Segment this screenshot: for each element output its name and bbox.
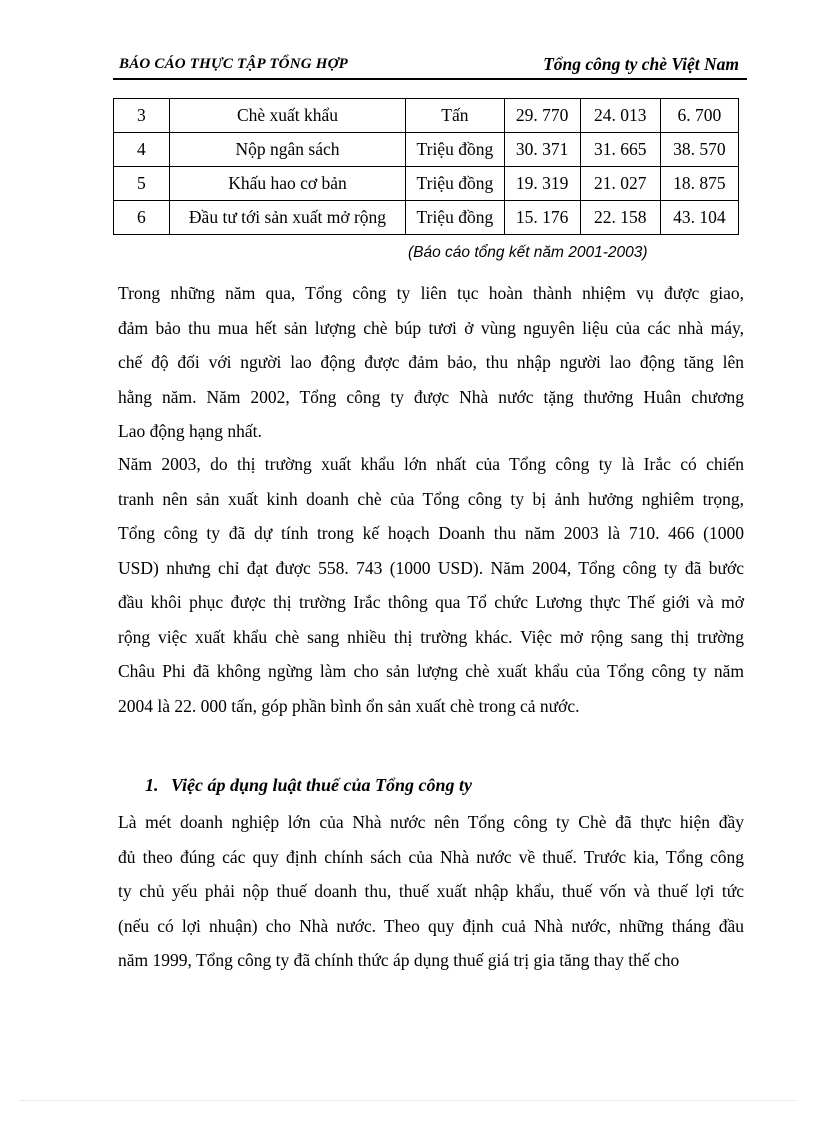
value-2002: 21. 027	[580, 167, 660, 201]
value-2003: 18. 875	[660, 167, 738, 201]
unit: Triệu đồng	[406, 201, 504, 235]
value-2002: 22. 158	[580, 201, 660, 235]
text-line: 2004 là 22. 000 tấn, góp phần bình ổn sản xuất chè trong cả nước.	[118, 695, 580, 716]
paragraph-2003-2004	[118, 447, 744, 723]
text-line: rộng việc xuất khẩu chè sang nhiều thị trường khác. Việc mở rộng sang thị trường	[118, 626, 744, 647]
value-2002: 24. 013	[580, 99, 660, 133]
value-2003: 6. 700	[660, 99, 738, 133]
text-line: chế độ đối với người lao động được đảm bảo, thu nhập người lao động tăng lên	[118, 352, 744, 372]
row-number: 5	[114, 167, 170, 201]
text-line: (nếu có lợi nhuận) cho Nhà nước. Theo quy định cuả Nhà nước, những tháng đầu	[118, 915, 744, 936]
value-2003: 43. 104	[660, 201, 738, 235]
paragraph-achievements	[118, 276, 744, 449]
text-line: năm 1999, Tổng công ty đã chính thức áp dụng thuế giá trị gia tăng thay thế cho	[118, 950, 680, 970]
company-name: Tổng công ty chè Việt Nam	[543, 54, 739, 74]
indicator-name: Nộp ngân sách	[169, 133, 405, 167]
table-row	[114, 99, 739, 133]
value-2001: 15. 176	[504, 201, 580, 235]
table-row	[114, 133, 739, 167]
text-line: Trong những năm qua, Tổng công ty liên tục hoàn thành nhiệm vụ được giao,	[118, 283, 744, 303]
text-line: Lao động hạng nhất.	[118, 421, 262, 441]
section-title: Việc áp dụng luật thuế của Tổng công ty	[171, 775, 473, 795]
text-line: đầu khôi phục được thị trường Irắc thông qua Tổ chức Lương thực Thế giới và mở	[118, 592, 744, 612]
value-2001: 29. 770	[504, 99, 580, 133]
text-line: đảm bảo thu mua hết sản lượng chè búp tươi ở vùng nguyên liệu của các nhà máy,	[118, 317, 744, 338]
section-number: 1.	[145, 775, 159, 795]
row-number: 6	[114, 201, 170, 235]
table-source-note: (Báo cáo tổng kết năm 2001-2003)	[408, 244, 648, 261]
unit: Triệu đồng	[406, 167, 504, 201]
page-header	[113, 52, 747, 80]
text-line: hằng năm. Năm 2002, Tổng công ty được Nhà nước tặng thưởng Huân chương	[118, 386, 744, 407]
unit: Tấn	[406, 99, 504, 133]
text-line: Châu Phi đã không ngừng làm cho sản lượng chè xuất khẩu của Tổng công ty năm	[118, 661, 744, 681]
text-line: Tổng công ty đã dự tính trong kế hoạch Doanh thu năm 2003 là 710. 466 (1000	[118, 523, 744, 543]
value-2002: 31. 665	[580, 133, 660, 167]
table-row	[114, 167, 739, 201]
statistics-table	[113, 98, 739, 235]
text-line: USD) nhưng chỉ đạt được 558. 743 (1000 USD). Năm 2004, Tổng công ty đã bước	[118, 557, 744, 578]
value-2003: 38. 570	[660, 133, 738, 167]
value-2001: 30. 371	[504, 133, 580, 167]
unit: Triệu đồng	[406, 133, 504, 167]
text-line: tranh nên sản xuất kinh doanh chè của Tổng công ty bị ảnh hưởng nghiêm trọng,	[118, 488, 744, 509]
value-2001: 19. 319	[504, 167, 580, 201]
text-line: Là mét doanh nghiệp lớn của Nhà nước nên Tổng công ty Chè đã thực hiện đầy	[118, 812, 744, 832]
table-row	[114, 201, 739, 235]
row-number: 4	[114, 133, 170, 167]
page-bottom-divider	[20, 1100, 796, 1101]
text-line: đủ theo đúng các quy định chính sách của Nhà nước về thuế. Trước kia, Tổng công	[118, 846, 744, 867]
section-heading	[145, 775, 472, 796]
indicator-name: Chè xuất khẩu	[169, 99, 405, 133]
text-line: Năm 2003, do thị trường xuất khẩu lớn nhất của Tổng công ty là Irắc có chiến	[118, 454, 744, 474]
indicator-name: Khấu hao cơ bản	[169, 167, 405, 201]
indicator-name: Đầu tư tới sản xuất mở rộng	[169, 201, 405, 235]
paragraph-tax	[118, 805, 744, 978]
row-number: 3	[114, 99, 170, 133]
report-title: BÁO CÁO THỰC TẬP TỔNG HỢP	[119, 56, 348, 72]
text-line: ty chủ yếu phải nộp thuế doanh thu, thuế xuất nhập khẩu, thuế vốn và thuế lợi tức	[118, 881, 744, 901]
